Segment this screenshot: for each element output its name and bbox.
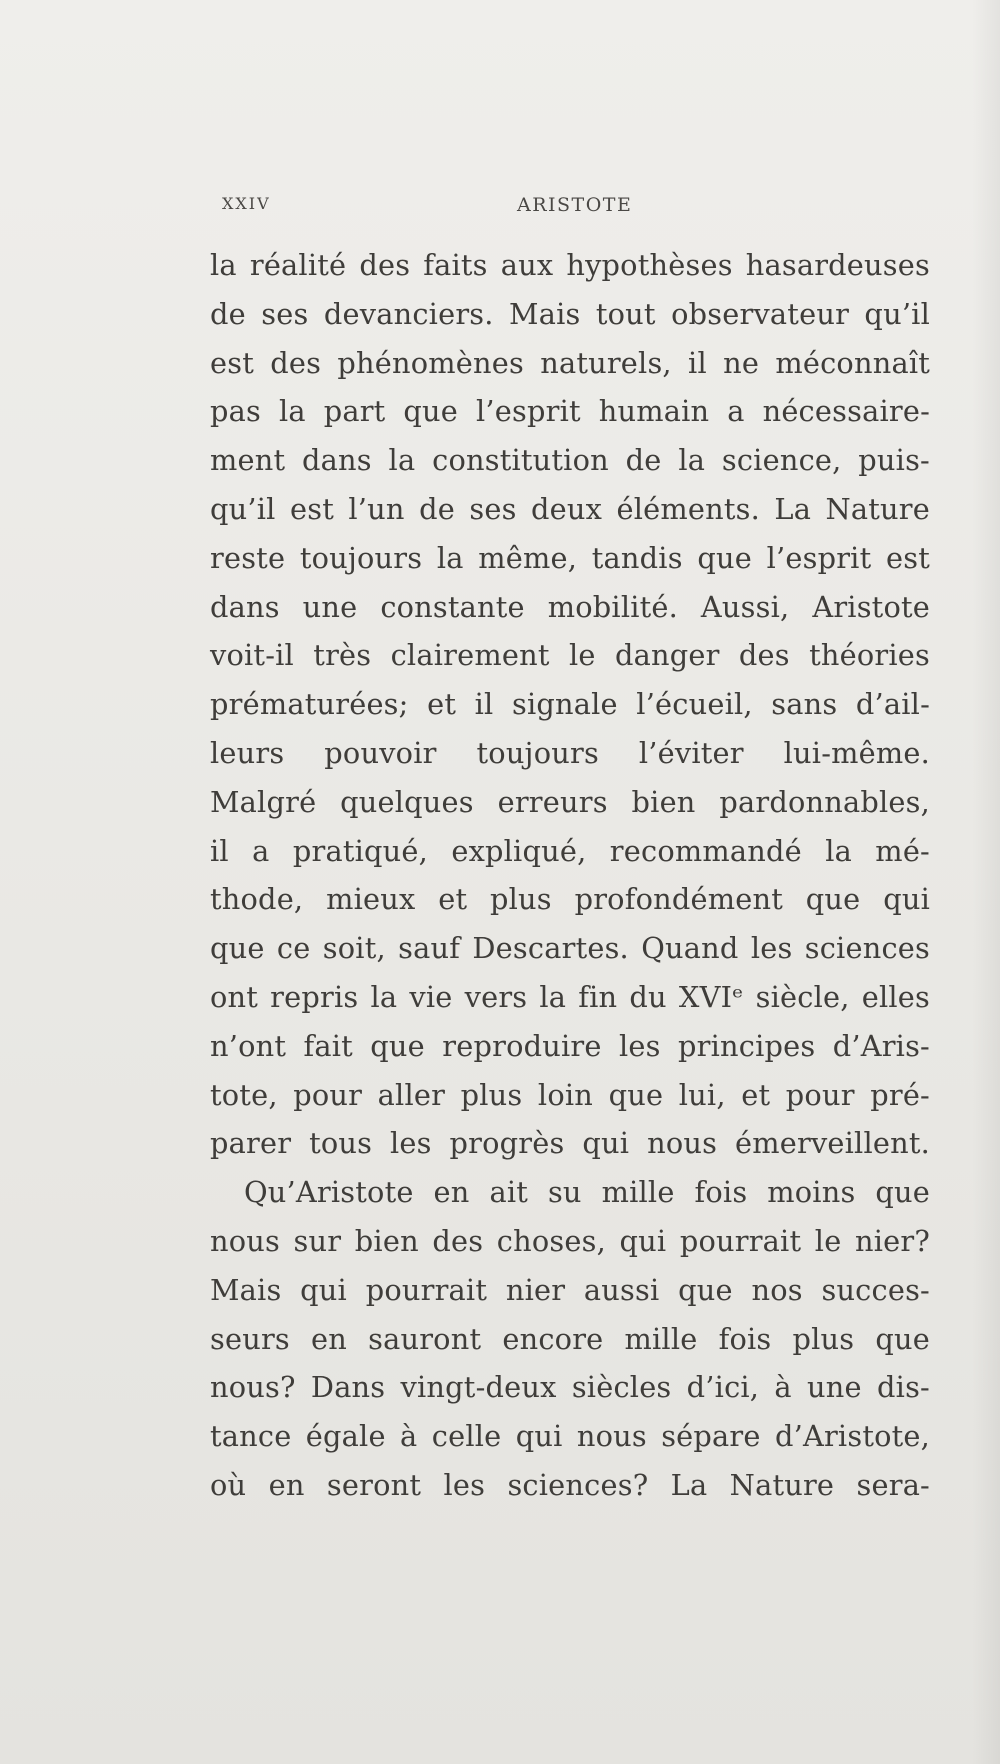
text-line: de ses devanciers. Mais tout observateur qu’il (210, 296, 930, 331)
paragraph-first-line: Qu’Aristote en ait su mille fois moins que (244, 1175, 930, 1210)
text-line: ont repris la vie vers la fin du XVIᵉ siècle, elles (210, 979, 930, 1014)
text-line: nous sur bien des choses, qui pourrait le nier? (210, 1223, 930, 1258)
text-line: nous? Dans vingt-deux siècles d’ici, à une dis- (210, 1370, 930, 1405)
text-line: que ce soit, sauf Descartes. Quand les sciences (210, 931, 930, 966)
text-line: qu’il est l’un de ses deux éléments. La Nature (210, 491, 930, 526)
text-line: leurs pouvoir toujours l’éviter lui-même. (210, 735, 930, 770)
text-line: dans une constante mobilité. Aussi, Aristote (210, 589, 930, 624)
text-line: où en seront les sciences? La Nature sera- (210, 1467, 930, 1502)
text-line: il a pratiqué, expliqué, recommandé la mé- (210, 833, 930, 868)
text-line: Malgré quelques erreurs bien pardonnables, (210, 784, 930, 819)
text-line: prématurées; et il signale l’écueil, sans d’ail- (210, 687, 930, 722)
text-line: voit-il très clairement le danger des théories (210, 638, 930, 673)
text-line: est des phénomènes naturels, il ne méconnaît (210, 345, 930, 380)
text-line: seurs en sauront encore mille fois plus que (210, 1321, 930, 1356)
text-line: pas la part que l’esprit humain a nécessaire- (210, 394, 930, 429)
text-line: la réalité des faits aux hypothèses hasardeuses (210, 248, 930, 282)
text-line: Mais qui pourrait nier aussi que nos succes- (210, 1272, 930, 1307)
running-title: ARISTOTE (517, 194, 633, 216)
body-text (210, 241, 930, 1510)
text-line: reste toujours la même, tandis que l’esprit est (210, 540, 930, 575)
text-line: parer tous les progrès qui nous émerveillent. (210, 1126, 930, 1161)
text-line: tote, pour aller plus loin que lui, et pour pré- (210, 1077, 930, 1112)
text-line: n’ont fait que reproduire les principes d’Aris- (210, 1028, 930, 1063)
text-line: ment dans la constitution de la science, puis- (210, 443, 930, 478)
text-line: tance égale à celle qui nous sépare d’Aristote, (210, 1419, 930, 1454)
running-header (0, 194, 1000, 222)
text-line: thode, mieux et plus profondément que qui (210, 882, 930, 917)
page-number: XXIV (222, 194, 271, 213)
